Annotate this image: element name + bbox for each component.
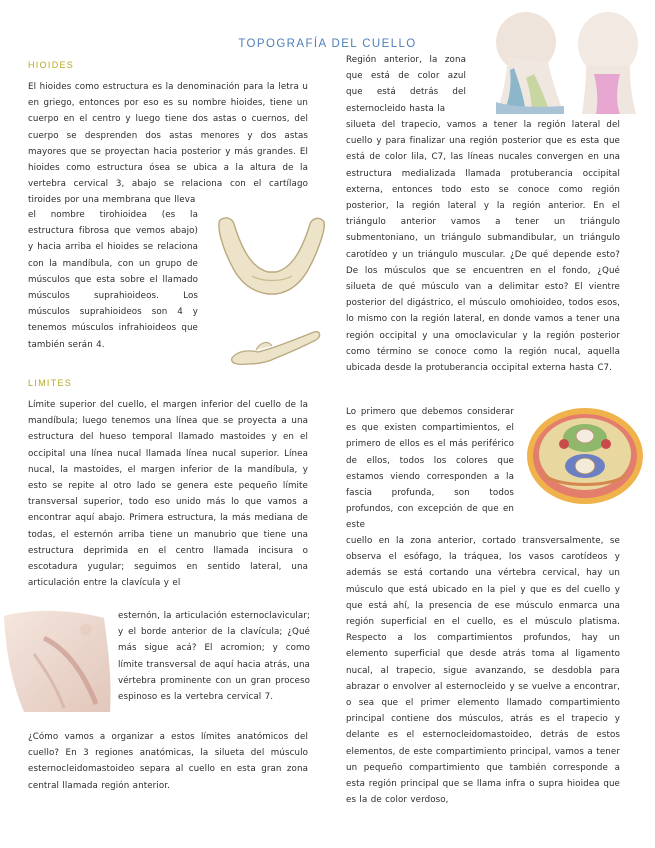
comp-text-a: Lo primero que debemos considerar es que existen compartimientos, el primero de ellos es el más periférico de ellos, todos los colores que estamos viendo corresponden a la fascia profunda, son todos profundos, con excepción de que en este [346, 407, 514, 531]
neck-cross-section-image [524, 404, 646, 508]
region-paragraph-full [346, 117, 620, 376]
hioides-paragraph-full [28, 79, 308, 209]
limites-paragraph-narrow [118, 608, 310, 705]
hyoid-bone-front-image [212, 212, 330, 304]
region-text-b: silueta del trapecio, vamos a tener la región lateral del cuello y para finalizar una región posterior que es esta que está de color lila, C7, las líneas nucales convergen en una estructura medializada llamada protuberancia occipital externa, entonces todo esto se conoce como región posterior, la región lateral y la región anterior. En el triángulo anterior vamos a tener un triángulo submentoniano, un triángulo submandibular, un triángulo carotídeo y un triángulo muscular. ¿De qué depende esto? De los músculos que se encuentren en el fondo, ¿Qué silueta de qué músculo van a delimitar esto? El vientre posterior del digástrico, el músculo omohioideo, todos esos, lo mismo con la región lateral, en donde vamos a tener una región occipital y una omoclavicular y la región posterior como término se conoce como la región nucal, aquella ubicada desde la protuberancia occipital externa hasta C7. [346, 120, 620, 374]
limites-text-b: esternón, la articulación esternoclavicular; y el borde anterior de la clavícula; ¿Qué más sigue acá? El acromion; y como límite transversal de aquí hacia atrás, una vértebra prominente con un gran proceso espinoso es la vertebra cervical 7. [118, 611, 310, 703]
region-text-a: Región anterior, la zona que está de color azul que está detrás del esternocleido hasta la [346, 55, 466, 114]
section-heading-hioides: HIOIDES [28, 60, 75, 70]
compartment-paragraph-narrow [346, 404, 514, 534]
region-paragraph-narrow [346, 52, 466, 117]
limites-paragraph-closing [28, 729, 308, 794]
limites-text-a: Límite superior del cuello, el margen inferior del cuello de la mandíbula; luego tenemos una línea que se proyecta a una estructura del hueso temporal llamado mastoides y en el occipital una línea nucal llamada línea nucal superior. Línea nucal, la mastoides, el margen inferior de la mandíbula, y esto se repite al otro lado se genera este pequeño límite transversal superior, todo eso unido más lo que vamos a encontrar aquí abajo. Primera estructura, la más mediana de todas, el esternón arriba tiene un manubrio que tiene una estructura deprimida en el centro llamada incisura o escotadura yugular; seguimos en sentido lateral, una articulación entre la clavícula y el [28, 400, 308, 589]
hioides-text-a: El hioides como estructura es la denominación para la letra u en griego, entonces por eso es su nombre hioides, tiene un cuerpo en el centro y luego tiene dos astas o cuernos, del cuerpo se desprenden dos astas menores y dos astas mayores que se proyectan hacia posterior y más grandes. El hioides como estructura ósea se ubica a la altura de la vertebra cervical 3, abajo se relaciona con el cartílago tiroides por una membrana que lleva [28, 82, 308, 206]
compartment-paragraph-full [346, 533, 620, 808]
limites-paragraph-full [28, 397, 308, 591]
limites-text-c: ¿Cómo vamos a organizar a estos límites anatómicos del cuello? En 3 regiones anatómicas, la silueta del músculo esternocleidomastoideo separa al cuello en esta gran zona central llamada región anterior. [28, 732, 308, 791]
hyoid-bone-lateral-image [228, 328, 322, 368]
neck-regions-image [486, 10, 652, 114]
comp-text-b: cuello en la zona anterior, cortado transversalmente, se observa el esófago, la tráquea, los vasos carotídeos y además se está cortando una vértebra cervical, hay un músculo que está ubicado en la piel y que es del cuello y que está ahí, la presencia de ese músculo enmarca una región superficial en el cuello, es el músculo platisma. Respecto a los compartimientos profundos, hay un elemento superficial que desde atrás toma al ligamento nucal, al trapecio, sigue avanzando, se desdobla para abrazar o envolver al esternocleido y se vuelve a encontrar, o sea que el primer elemento llamado compartimiento principal contiene dos músculos, atrás es el trapecio y delante es el esternocleidomastoideo, detrás de estos elementos, de este compartimiento principal, vamos a tener un pequeño compartimiento que también corresponde a esta región principal que se llama infra o supra hioidea que es la de color verdoso, [346, 536, 620, 806]
hioides-paragraph-narrow [28, 207, 198, 353]
section-heading-limites: LIMITES [28, 378, 73, 388]
page-title: TOPOGRAFÍA DEL CUELLO [238, 38, 417, 50]
hioides-text-b: el nombre tirohioidea (es la estructura fibrosa que vemos abajo) y hacia arriba el hioides se relaciona con la mandíbula, con un grupo de músculos que esta sobre el llamado músculos suprahioideos. Los músculos suprahioideos son 4 y tenemos músculos infrahioideos que también serán 4. [28, 210, 198, 350]
neck-lateral-image [4, 608, 114, 716]
